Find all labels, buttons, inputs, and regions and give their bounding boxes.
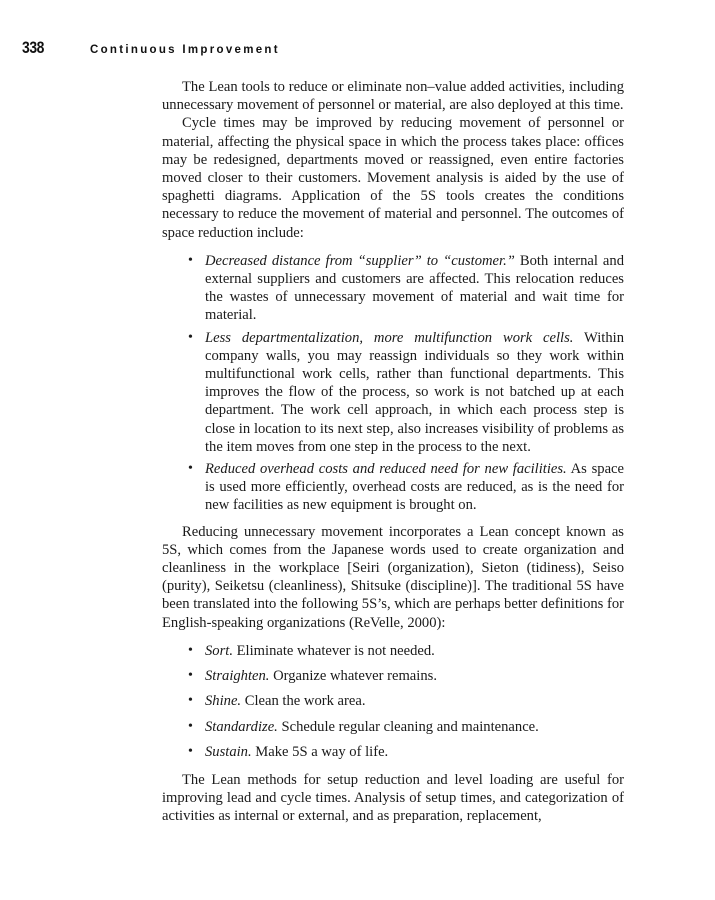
paragraph: Cycle times may be improved by reducing movement of personnel or material, affecting the physical space in which the process takes place: offices may be redesigned, departments moved or reassigned, even entire factories moved closer to their customers. Movement analysis is aided by the use of spaghetti diagrams. Application of the 5S tools creates the conditions necessary to reduce the movement of material and personnel. The outcomes of space reduction include: bbox=[162, 115, 624, 241]
chapter-title: Continuous Improvement bbox=[90, 44, 280, 56]
list-item bbox=[205, 718, 624, 736]
list-item bbox=[205, 329, 624, 456]
list-item-text: Organize whatever remains. bbox=[273, 668, 437, 685]
list-item-text: Clean the work area. bbox=[244, 693, 366, 710]
list-item-term: Less departmentalization, more multifunction work cells. bbox=[205, 329, 574, 346]
list-item bbox=[205, 667, 624, 685]
list-item-term: Straighten. bbox=[205, 668, 270, 685]
paragraph: The Lean tools to reduce or eliminate non–value added activities, including unnecessary movement of personnel or material, are also deployed at this time. bbox=[162, 79, 624, 114]
paragraph: Reducing unnecessary movement incorporates a Lean concept known as 5S, which comes from the Japanese words used to create organization and cleanliness in the workplace [Seiri (organization), Sieton (tidiness), Seiso (purity), Seiketsu (cleanliness), Shitsuke (discipline)]. The traditional 5S have been translated into the following 5S’s, which are perhaps better definitions for English-speaking organizations (ReVelle, 2000): bbox=[162, 523, 625, 631]
list-item-term: Decreased distance from “supplier” to “customer.” bbox=[205, 252, 515, 269]
list-item-text: Both internal and external suppliers and customers are affected. This relocation reduces the wastes of unnecessary movement of material and wait time for material. bbox=[205, 252, 624, 324]
space-reduction-outcomes-list bbox=[162, 252, 624, 515]
list-item-term: Sort. bbox=[205, 642, 233, 659]
list-item-term: Standardize. bbox=[205, 718, 278, 735]
list-item-term: Sustain. bbox=[205, 743, 252, 760]
list-item-term: Reduced overhead costs and reduced need for new facilities. bbox=[205, 461, 567, 478]
list-item-text: Eliminate whatever is not needed. bbox=[236, 642, 435, 659]
running-head bbox=[22, 38, 280, 58]
list-item bbox=[205, 252, 624, 325]
list-item-text: Schedule regular cleaning and maintenance. bbox=[281, 718, 539, 735]
list-item bbox=[205, 743, 624, 761]
list-item-text: Make 5S a way of life. bbox=[255, 743, 389, 760]
page-number: 338 bbox=[22, 38, 45, 57]
body-text bbox=[162, 78, 624, 826]
list-item-text: As space is used more efficiently, overhead costs are reduced, as is the need for new facilities as new equipment is brought on. bbox=[205, 461, 625, 514]
list-item bbox=[205, 460, 624, 515]
list-item bbox=[205, 642, 624, 660]
list-item-text: Within company walls, you may reassign individuals so they work within multifunctional work cells, rather than functional departments. This improves the flow of the process, so work is not batched up at each department. The work cell approach, in which each process step is close in location to its next step, also increases visibility of problems as the item moves from one step in the process to the next. bbox=[205, 329, 624, 455]
five-s-list bbox=[162, 642, 624, 761]
list-item-term: Shine. bbox=[205, 693, 242, 710]
paragraph: The Lean methods for setup reduction and level loading are useful for improving lead and cycle times. Analysis of setup times, and categorization of activities as internal or external, and as preparation, replacement, bbox=[162, 771, 624, 825]
list-item bbox=[205, 692, 624, 710]
